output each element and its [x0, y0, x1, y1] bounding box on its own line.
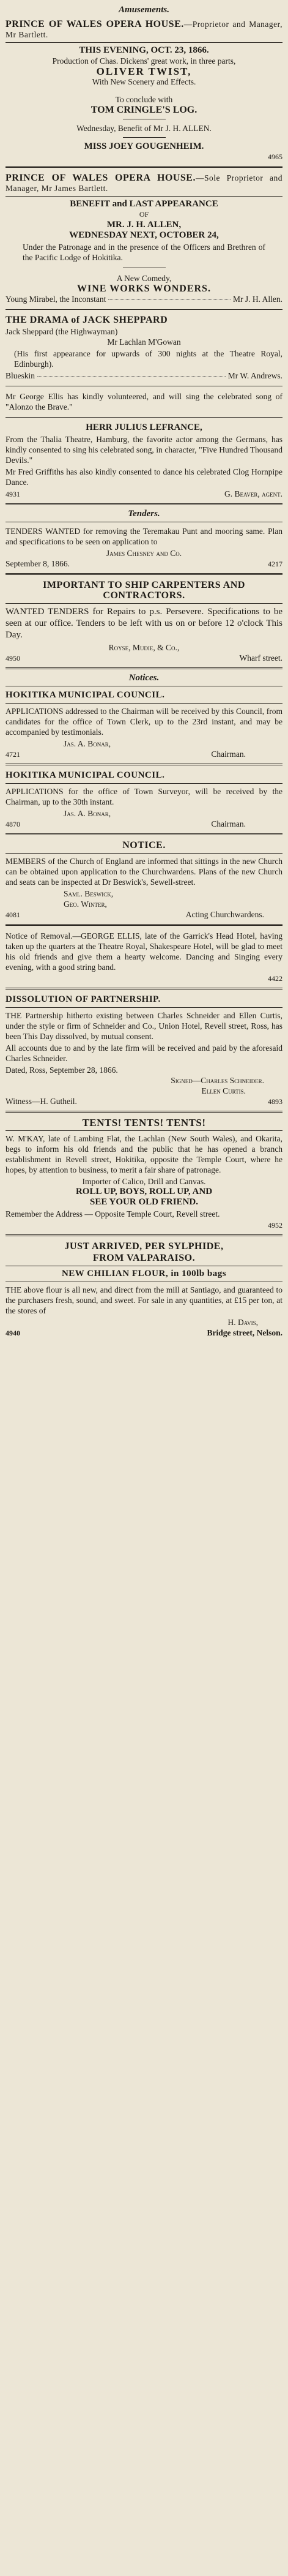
notice-text: MEMBERS of the Church of England are informed that sittings in the new Church can be obtained upon application to the Churchwardens. Plans of the new Church and seats can be inspected at Dr Beswick's, Sewell-street. — [6, 857, 282, 887]
address-line: Remember the Address — Opposite Temple Court, Revell street. — [6, 1209, 220, 1219]
dissolution-ad — [6, 993, 282, 1107]
tender-title: IMPORTANT TO SHIP CARPENTERS AND CONTRACTORS. — [43, 580, 245, 601]
ad-ref: 4950 — [6, 654, 20, 663]
benefit-line: BENEFIT and LAST APPEARANCE — [70, 199, 218, 209]
notice-text: APPLICATIONS for the office of Town Surveyor, will be received by the Chairman, up to the 30th instant. — [6, 787, 282, 806]
notice-text: APPLICATIONS addressed to the Chairman will be received by this Council, from candidates for the office of Town Clerk, up to the 23rd instant, and may be accompanied by testimonials. — [6, 707, 282, 737]
of-line: OF — [139, 210, 149, 219]
notice-text: THE Partnership hitherto existing between Charles Schneider and Ellen Curtis, under the style or firm of Schneider and Co., Union Hotel, Revell street, Ross, has been This Day dissolved, by mutual consent. — [6, 1011, 282, 1041]
notice-role: Chairman. — [211, 819, 246, 828]
ad-ref: 4952 — [268, 1221, 282, 1230]
section-heading-notices: Notices. — [128, 673, 160, 683]
tender-signer: Royse, Mudie, & Co., — [108, 643, 180, 652]
ad-title: PRINCE OF WALES OPERA HOUSE. — [6, 173, 196, 183]
sheppard-note: (His first appearance for upwards of 300 nights at the Theatre Royal, Edinburgh). — [14, 349, 282, 369]
ad-ref: 4721 — [6, 750, 20, 759]
cast-actor: Mr J. H. Allen. — [233, 295, 282, 304]
removal-notice-ad — [6, 929, 282, 984]
notice-signer: H. Davis, — [227, 1318, 258, 1327]
ellis-text: Mr George Ellis has kindly volunteered, and will sing the celebrated song of "Alonzo the Brave." — [6, 392, 282, 411]
rollup-line: SEE YOUR OLD FRIEND. — [90, 1197, 198, 1207]
notice-text: All accounts due to and by the late firm will be received and paid by the aforesaid Charles Schneider. — [6, 1043, 282, 1063]
notice-signer: Saml. Beswick, — [64, 889, 114, 898]
agent-line: G. Beaver, agent. — [224, 489, 282, 498]
opera-house-ad — [6, 18, 282, 162]
cast-actor: Mr W. Andrews. — [227, 371, 282, 380]
flour-ad — [6, 1240, 282, 1339]
cast-role: Young Mirabel, the Inconstant — [6, 295, 106, 304]
ad-title: PRINCE OF WALES OPERA HOUSE. — [6, 19, 184, 29]
tender-signer: James Chesney and Co. — [106, 549, 182, 558]
importer-line: Importer of Calico, Drill and Canvas. — [82, 1177, 206, 1186]
ad-ref: 4217 — [268, 560, 282, 568]
cast-row — [6, 294, 282, 304]
cast-row — [6, 370, 282, 381]
dissolution-dated: Dated, Ross, September 28, 1866. — [6, 1065, 118, 1075]
ad-title-rest: —Sole Proprietor and Manager, Mr James Bartlett. — [6, 173, 282, 193]
notice-title: NEW CHILIAN FLOUR, in 100lb bags — [61, 1269, 227, 1279]
benefit-date: WEDNESDAY NEXT, OCTOBER 24, — [69, 230, 219, 240]
production-line: Production of Chas. Dickens' great work, in three parts, — [52, 56, 236, 66]
benefit-ad — [6, 171, 282, 500]
notice-title: NOTICE. — [122, 840, 166, 851]
conclude-play: TOM CRINGLE'S LOG. — [90, 105, 198, 115]
scenery-line: With New Scenery and Effects. — [92, 77, 196, 86]
cast-role: Jack Sheppard (the Highwayman) — [6, 327, 118, 336]
witness-line: Witness—H. Gutheil. — [6, 1097, 77, 1106]
tender-street: Wharf street. — [239, 653, 282, 663]
notice-signer: Jas. A. Bonar, — [64, 809, 111, 818]
actor-name: MR. J. H. ALLEN, — [106, 220, 182, 230]
cast-role: Blueskin — [6, 371, 35, 380]
notice-title: FROM VALPARAISO. — [92, 1253, 196, 1263]
tender-punt-ad — [6, 525, 282, 569]
ad-title-rest: —Proprietor and Manager, Mr Bartlett. — [6, 20, 282, 39]
ad-ref: 4081 — [6, 911, 20, 919]
notice-title: JUST ARRIVED, PER SYLPHIDE, — [64, 1241, 224, 1252]
tender-repairs-ad — [6, 579, 282, 664]
griffiths-text: Mr Fred Griffiths has also kindly consented to dance his celebrated Clog Hornpipe Dance. — [6, 467, 282, 487]
comedy-title: WINE WORKS WONDERS. — [77, 284, 211, 294]
notice-title: TENTS! TENTS! TENTS! — [82, 1117, 206, 1128]
notice-title: DISSOLUTION OF PARTNERSHIP. — [6, 994, 161, 1004]
herr-title: HERR JULIUS LEFRANCE, — [86, 422, 202, 432]
wednesday-line: Wednesday, Benefit of Mr J. H. ALLEN. — [76, 124, 212, 133]
notice-signer: Jas. A. Bonar, — [64, 739, 111, 748]
play-title: OLIVER TWIST, — [96, 66, 192, 77]
council-town-clerk-ad — [6, 689, 282, 760]
notice-title: HOKITIKA MUNICIPAL COUNCIL. — [6, 770, 165, 780]
herr-text: From the Thalia Theatre, Hamburg, the favorite actor among the Germans, has kindly consented to sing his celebrated song, in character, "Five Hundred Thousand Devils." — [6, 435, 282, 465]
notice-signer: Signed—Charles Schneider. — [171, 1076, 264, 1085]
tender-date: September 8, 1866. — [6, 559, 70, 568]
rollup-line: ROLL UP, BOYS, ROLL UP, AND — [75, 1187, 213, 1196]
drama-title: THE DRAMA of JACK SHEPPARD — [6, 315, 168, 325]
notice-role: Acting Churchwardens. — [185, 910, 264, 919]
notice-signer: Geo. Winter, — [64, 899, 107, 909]
notice-text: THE above flour is all new, and direct from the mill at Santiago, and guaranteed to the purchasers fresh, sound, and sweet. For sale in any quantities, at £15 per ton, at the stores of — [6, 1285, 282, 1315]
miss-line: MISS JOEY GOUGENHEIM. — [84, 141, 204, 151]
ad-ref: 4965 — [268, 152, 282, 161]
evening-line: THIS EVENING, OCT. 23, 1866. — [79, 45, 209, 55]
conclude-line: To conclude with — [115, 95, 173, 104]
cast-row — [6, 326, 282, 337]
notice-signer: Ellen Curtis. — [201, 1086, 246, 1095]
section-heading-tenders: Tenders. — [128, 509, 160, 519]
flour-street: Bridge street, Nelson. — [207, 1328, 282, 1337]
notice-title: HOKITIKA MUNICIPAL COUNCIL. — [6, 690, 165, 700]
notice-text: W. M'KAY, late of Lambing Flat, the Lachlan (New South Wales), and Okarita, begs to inform his old friends and the public that he has opened a branch establishment in Revell street, Hokitika, opposite the Temple Court, where he hopes, by attention to business, to merit a fair share of patronage. — [6, 1134, 282, 1174]
tender-text: WANTED TENDERS for Repairs to p.s. Persevere. Specifications to be seen at our office. Tenders to be left with us on or before 12 o'clock This Day. — [6, 607, 282, 640]
ad-ref: 4870 — [6, 820, 20, 828]
tender-text: TENDERS WANTED for removing the Teremakau Punt and mooring same. Plan and specifications to be seen on application to — [6, 527, 282, 546]
ad-ref: 4940 — [6, 1329, 20, 1337]
ad-ref: 4931 — [6, 490, 20, 498]
patronage-text: Under the Patronage and in the presence of the Officers and Brethren of the Pacific Lodge of Hokitika. — [23, 242, 265, 262]
section-heading-amusements: Amusements. — [119, 5, 169, 15]
church-notice-ad — [6, 839, 282, 920]
tents-ad — [6, 1116, 282, 1231]
cast-actor: Mr Lachlan M'Gowan — [107, 337, 181, 347]
comedy-intro: A New Comedy, — [116, 274, 172, 283]
council-surveyor-ad — [6, 769, 282, 830]
ad-ref: 4422 — [268, 974, 282, 983]
ad-ref: 4893 — [268, 1097, 282, 1106]
notice-text: Notice of Removal.—GEORGE ELLIS, late of the Garrick's Head Hotel, having taken up the quarters at the Theatre Royal, Shakespeare Hotel, will be glad to meet his old friends and give them a hearty welcome. Dancing and Singing every evening, with a good string band. — [6, 931, 282, 972]
notice-role: Chairman. — [211, 749, 246, 759]
